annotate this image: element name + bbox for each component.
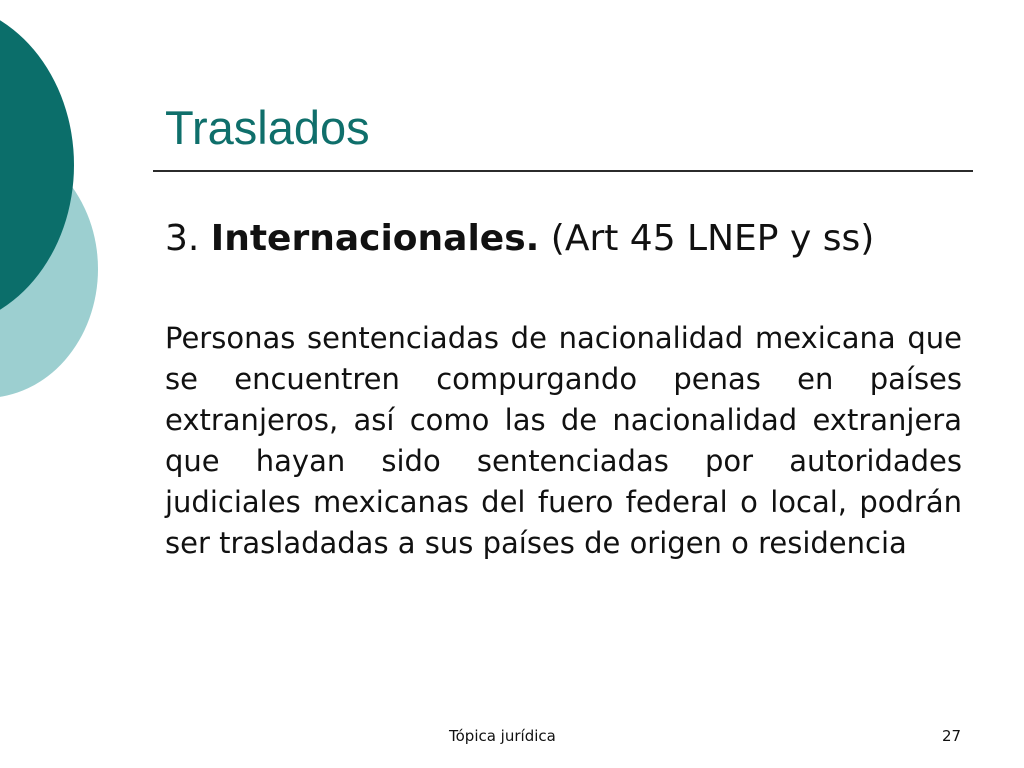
section-number: 3. [165, 218, 211, 259]
body-paragraph: Personas sentenciadas de nacionalidad mexicana que se encuentren compurgando penas en países extranjeros, así como las de nacionalidad extranjera que hayan sido sentenciadas por autoridades judiciales mexicanas del fuero federal o local, podrán ser trasladadas a sus países de origen o residencia [165, 321, 962, 560]
slide-title: Traslados [165, 101, 370, 154]
section-heading-reference: (Art 45 LNEP y ss) [539, 218, 875, 259]
section-heading [165, 216, 965, 262]
page-number: 27 [942, 727, 962, 745]
footer-text: Tópica jurídica [449, 727, 556, 745]
section-heading-bold: Internacionales. [210, 218, 540, 259]
title-divider [153, 170, 973, 172]
